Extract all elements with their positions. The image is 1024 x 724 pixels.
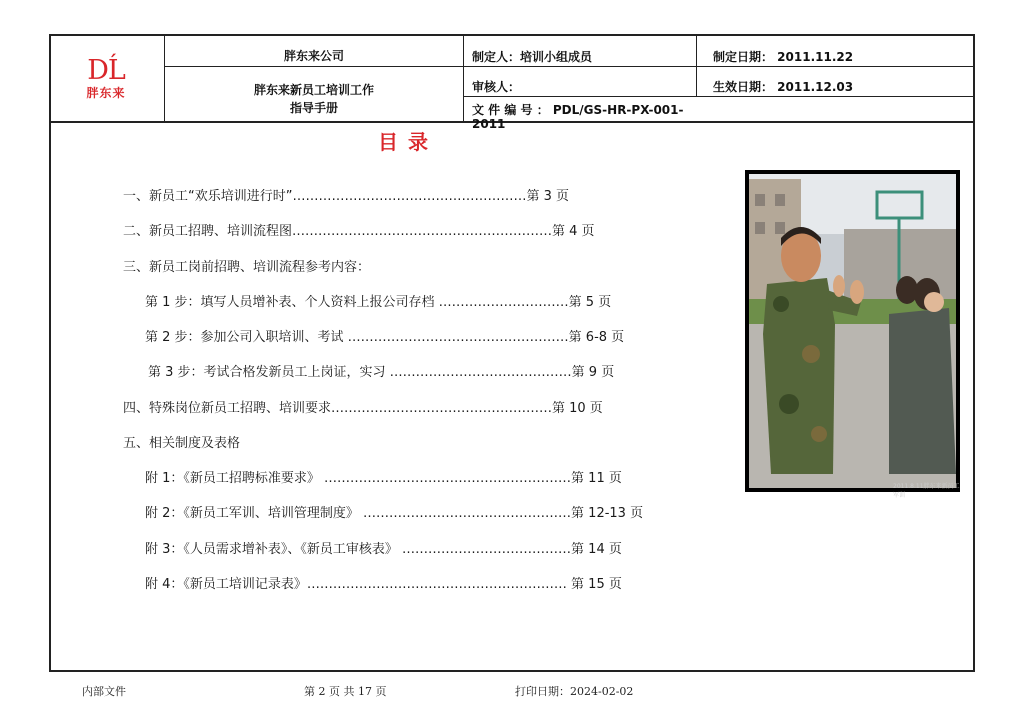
photo-caption: 2011.8.11胖东来新员工军训: [893, 483, 960, 499]
company-name: 胖东来公司: [283, 49, 344, 63]
company-logo: [78, 56, 134, 100]
header-row-rule-2: [463, 96, 975, 97]
toc-item-5: 五、相关制度及表格: [123, 436, 241, 451]
footer-page-number: 第 2 页 共 17 页: [304, 685, 387, 698]
training-photo-illustration: [749, 174, 956, 488]
toc-item-3-step-2: 第 2 步：参加公司入职培训、考试 ……………………………………………第 6-8 页: [145, 330, 625, 345]
page-title: 目录: [378, 130, 438, 154]
created-date: 制定日期： 2011.11.22: [713, 50, 854, 64]
document-number: [472, 103, 684, 131]
effective-date: 生效日期： 2011.12.03: [713, 80, 854, 94]
reviewer-field: 审核人：: [472, 80, 521, 94]
footer-print-date: 打印日期：2024-02-02: [515, 685, 634, 698]
toc-item-3-step-1: 第 1 步：填写人员增补表、个人资料上报公司存档 …………………………第 5 页: [145, 295, 612, 310]
training-photo: [745, 170, 960, 499]
toc-appendix-2: 附 2：《新员工军训、培训管理制度》 …………………………………………第 12-13 页: [145, 506, 644, 521]
document-title-line-2: 指导手册: [289, 101, 338, 115]
document-number-line-2: 2011: [472, 117, 506, 131]
logo-mark: DĹ: [87, 55, 125, 86]
toc-item-3-step-3: 第 3 步：考试合格发新员工上岗证，实习 ……………………………………第 9 页: [148, 365, 615, 380]
toc-item-4: 四、特殊岗位新员工招聘、培训要求……………………………………………第 10 页: [123, 401, 603, 416]
document-number-line-1: 文 件 编 号 ： PDL/GS-HR-PX-001-: [472, 103, 684, 117]
toc-appendix-4: 附 4：《新员工培训记录表》…………………………………………………… 第 15 页: [145, 577, 622, 592]
header-col-rule-2: [463, 34, 464, 123]
author-field: 制定人：培训小组成员: [472, 50, 593, 64]
footer-label: 内部文件: [82, 685, 126, 698]
logo-text: 胖东来: [86, 86, 126, 100]
document-title-line-1: 胖东来新员工培训工作: [253, 83, 374, 97]
toc-item-3: 三、新员工岗前招聘、培训流程参考内容：: [123, 260, 371, 275]
header-row-rule-1: [164, 66, 975, 67]
document-title: [165, 81, 463, 117]
toc-item-1: 一、新员工“欢乐培训进行时”………………………………………………第 3 页: [123, 189, 570, 204]
toc-item-2: 二、新员工招聘、培训流程图……………………………………………………第 4 页: [123, 224, 595, 239]
toc-appendix-3: 附 3：《人员需求增补表》、《新员工审核表》 …………………………………第 14 页: [145, 542, 622, 557]
toc-appendix-1: 附 1：《新员工招聘标准要求》 …………………………………………………第 11 页: [145, 471, 622, 486]
header-col-rule-3: [696, 34, 697, 97]
